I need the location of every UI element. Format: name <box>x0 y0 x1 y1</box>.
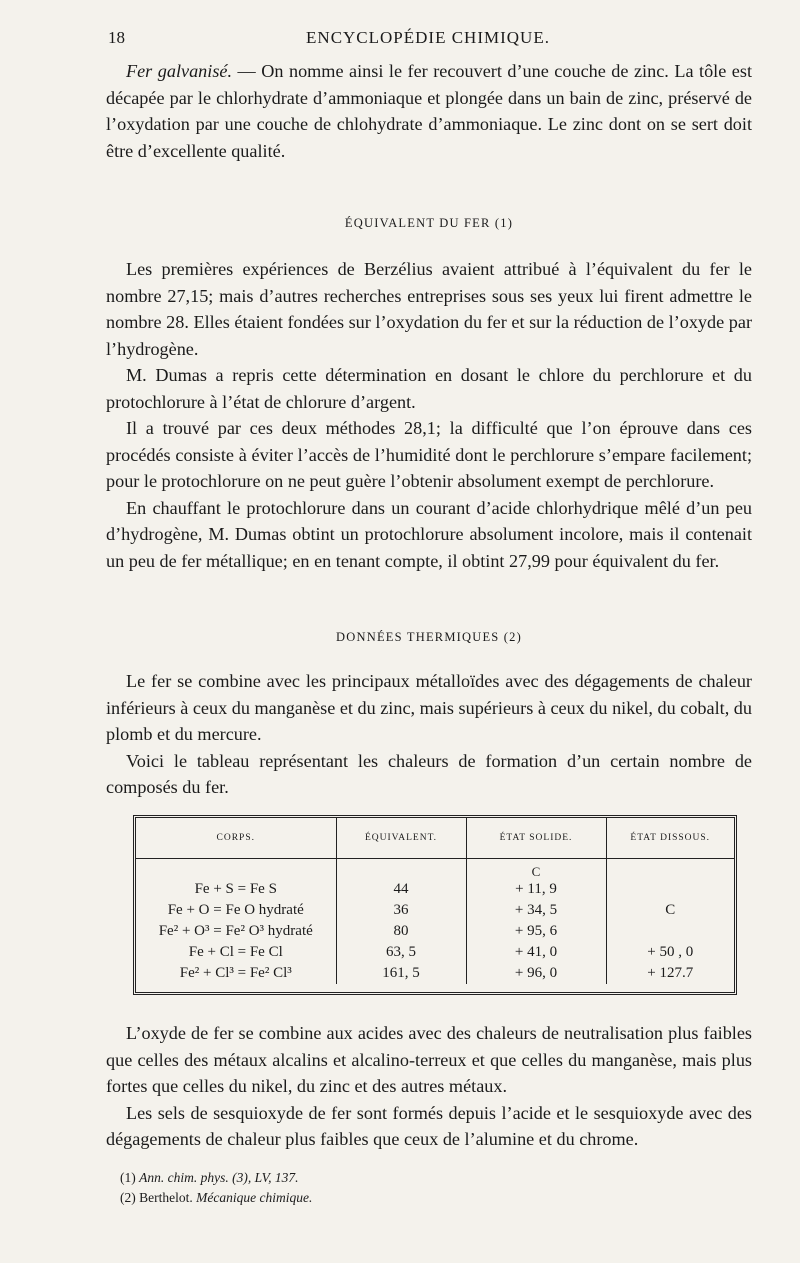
cell-corps: Fe² + O³ = Fe² O³ hydraté <box>136 921 336 942</box>
cell-corps: Fe + Cl = Fe Cl <box>136 942 336 963</box>
section2-body <box>106 668 752 801</box>
footnote-2-author: Berthelot. <box>139 1190 193 1205</box>
table-row <box>136 942 734 963</box>
page-number: 18 <box>108 28 125 47</box>
running-head <box>108 28 748 52</box>
cell-solid: + 34, 5 <box>466 900 606 921</box>
cell-dissolved: + 50 , 0 <box>647 944 694 960</box>
table-row <box>136 963 734 984</box>
section2-paragraph: Le fer se combine avec les principaux métalloïdes avec des dégagements de chaleur inférieurs à ceux du manganèse et du zinc, mais supérieurs à ceux du nikel, du cobalt, du plomb et du mercure. <box>106 671 752 744</box>
intro-paragraph <box>106 58 752 164</box>
section3-paragraph: Les sels de sesquioxyde de fer sont formés depuis l’acide et le sesquioxyde avec des dégagements de chaleur plus faibles que ceux de l’alumine et du chrome. <box>106 1102 752 1149</box>
section1-paragraph: Les premières expériences de Berzélius avaient attribué à l’équivalent du fer le nombre 27,15; mais d’autres recherches entreprises sous ses yeux lui firent admettre le nombre 28. Elles étaient fondées sur l’oxydation du fer et sur la réduction de l’oxyde par l’hydrogène. <box>106 259 752 359</box>
cell-dissolved: C <box>665 902 676 918</box>
section3-paragraph: L’oxyde de fer se combine aux acides avec des chaleurs de neutralisation plus faibles que celles des métaux alcalins et alcalino-terreux et que celles du manganèse, mais plus fortes que celles du nikel, du zinc et des autres métaux. <box>106 1023 752 1096</box>
running-title: ENCYCLOPÉDIE CHIMIQUE. <box>306 28 550 47</box>
intro-paragraph-block <box>106 58 752 164</box>
cell-equivalent: 36 <box>336 900 466 921</box>
table-row <box>136 921 734 942</box>
cell-equivalent: 161, 5 <box>336 963 466 984</box>
thermo-table <box>133 815 737 995</box>
cell-equivalent: 80 <box>336 921 466 942</box>
cell-solid: + 41, 0 <box>466 942 606 963</box>
cell-corps: Fe² + Cl³ = Fe² Cl³ <box>136 963 336 984</box>
cell-corps: Fe + O = Fe O hydraté <box>136 900 336 921</box>
footnotes <box>120 1168 750 1208</box>
cell-equivalent: 44 <box>336 879 466 900</box>
cell-corps: Fe + S = Fe S <box>136 879 336 900</box>
cell-equivalent: 63, 5 <box>336 942 466 963</box>
table-row <box>136 900 734 921</box>
footnote-1 <box>120 1168 750 1188</box>
header-dissolved: ÉTAT DISSOUS. <box>606 818 734 859</box>
section1-paragraph: Il a trouvé par ces deux méthodes 28,1; la difficulté que l’on éprouve dans ces procédés consiste à éviter l’accès de l’humidité dont le perchlorure s’empare facilement; pour le protochlorure on ne peut guère l’obtenir absolument exempt de perchlorure. <box>106 418 752 491</box>
footnote-1-text: Ann. chim. phys. (3), LV, 137. <box>139 1170 299 1185</box>
cell-solid: + 96, 0 <box>466 963 606 984</box>
footnote-2-number: (2) <box>120 1190 136 1205</box>
cell-solid: + 11, 9 <box>466 879 606 900</box>
table-header-row <box>136 818 734 859</box>
section-heading-equivalent: ÉQUIVALENT DU FER (1) <box>344 216 514 230</box>
section2-paragraph: Voici le tableau représentant les chaleurs de formation d’un certain nombre de composés du fer. <box>106 750 752 797</box>
cell-solid: + 95, 6 <box>466 921 606 942</box>
section1-paragraph: En chauffant le protochlorure dans un courant d’acide chlorhydrique mêlé d’un peu d’hydrogène, M. Dumas obtint un protochlorure absolument incolore, mais il contenait un peu de fer métallique; en en tenant compte, il obtint 27,99 pour équivalent du fer. <box>106 497 752 571</box>
section3-body <box>106 1020 752 1153</box>
footnote-1-number: (1) <box>120 1170 136 1185</box>
table-row <box>136 879 734 900</box>
section1-paragraph: M. Dumas a repris cette détermination en dosant le chlore du perchlorure et du protochlorure à l’état de chlorure d’argent. <box>106 365 752 412</box>
footnote-2-title: Mécanique chimique. <box>196 1190 313 1205</box>
section1-body <box>106 256 752 574</box>
intro-text: — On nomme ainsi le fer recouvert d’une couche de zinc. La tôle est décapée par le chlorhydrate d’ammoniaque et plongée dans un bain de zinc, préservé de l’oxydation par une couche de chlohydrate d’ammoniaque. Le zinc dont on se sert doit être d’excellente qualité. <box>106 61 753 161</box>
footnote-2 <box>120 1188 750 1208</box>
cell-dissolved <box>606 921 734 942</box>
intro-term: Fer galvanisé. <box>126 61 233 81</box>
unit-solid: C <box>466 859 606 880</box>
header-solid: ÉTAT SOLIDE. <box>466 818 606 859</box>
header-equivalent: ÉQUIVALENT. <box>336 818 466 859</box>
cell-dissolved <box>606 879 734 900</box>
section-heading-thermal: DONNÉES THERMIQUES (2) <box>336 630 522 644</box>
table-unit-row <box>136 859 734 880</box>
header-corps: CORPS. <box>136 818 336 859</box>
cell-dissolved: + 127.7 <box>647 965 694 981</box>
